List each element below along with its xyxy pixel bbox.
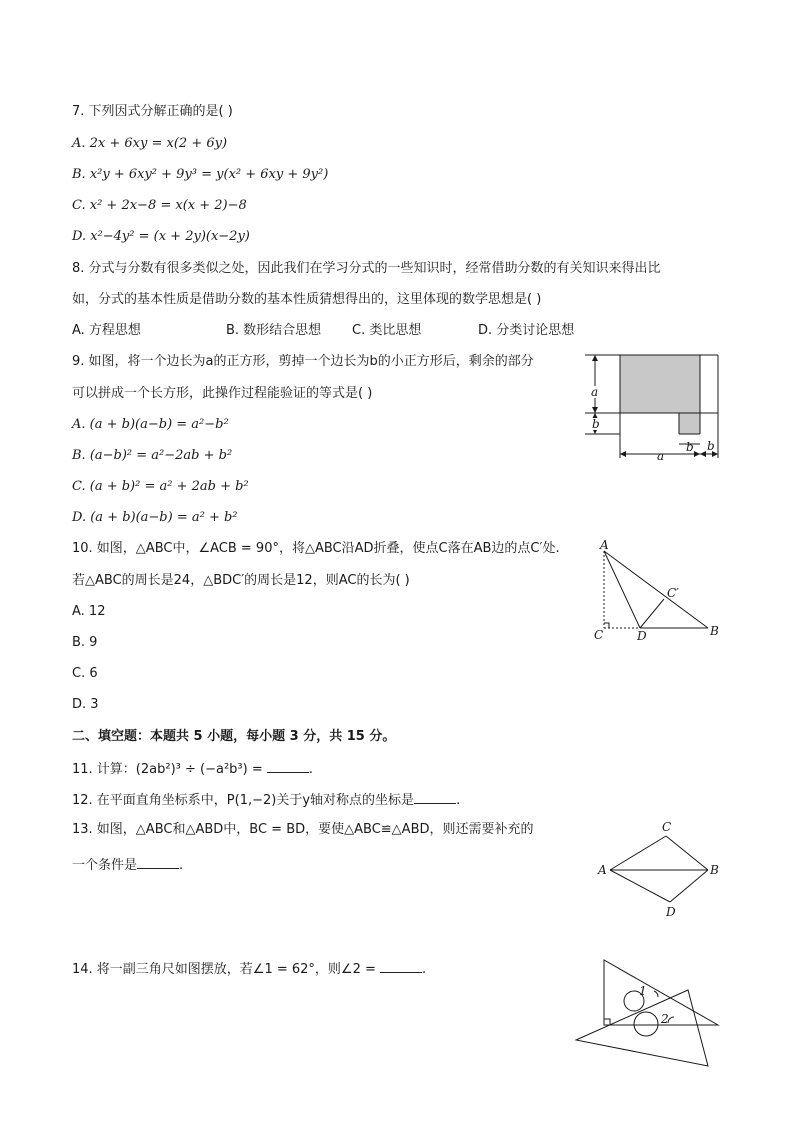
q12-text: 12. 在平面直角坐标系中，P(1,−2)关于y轴对称点的坐标是 (72, 793, 415, 808)
q13-label-a: A (598, 863, 607, 877)
q13-kite-figure (594, 818, 724, 922)
q10-triangle-figure (590, 537, 730, 645)
q13-answer-blank[interactable] (137, 856, 179, 869)
q13-label-b: B (710, 863, 719, 877)
q10-option-d: D. 3 (72, 697, 99, 712)
q13-stem-line2-wrap (72, 856, 183, 874)
q13-label-c: C (662, 820, 672, 834)
q14-label-angle-2: 2 (661, 1012, 669, 1026)
q13-stem-line2: 一个条件是 (72, 858, 138, 873)
q14-set-squares-figure (570, 955, 724, 1070)
q9-option-a: A. (a + b)(a−b) = a²−b² (72, 417, 229, 432)
q11-end: . (308, 762, 314, 777)
q9-option-b: B. (a−b)² = a²−2ab + b² (72, 448, 233, 463)
q10-label-c-prime: C′ (667, 586, 679, 600)
q10-stem-line2: 若△ABC的周长是24，△BDC′的周长是12，则AC的长为( ) (72, 573, 410, 588)
q13-end: . (179, 858, 184, 873)
q11-text: 11. 计算：(2ab²)³ ÷ (−a²b³) = (72, 762, 263, 777)
q10-option-a: A. 12 (72, 604, 106, 619)
q8-stem-line1: 8. 分式与分数有很多类似之处，因此我们在学习分式的一些知识时，经常借助分数的有关知识来得出比 (72, 261, 661, 276)
q12-end: . (456, 793, 461, 808)
q9-label-b-horizontal: b (707, 439, 715, 453)
q8-option-c: C. 类比思想 (352, 323, 422, 338)
q9-label-a-vertical: a (591, 385, 599, 399)
q8-option-a: A. 方程思想 (72, 323, 141, 338)
q10-label-a: A (600, 538, 609, 552)
q10-label-b: B (710, 624, 719, 638)
q9-label-b-inner: b (686, 440, 694, 454)
q13-label-d: D (666, 905, 676, 919)
q12 (72, 791, 460, 809)
q10-option-c: C. 6 (72, 666, 98, 681)
q11-answer-blank[interactable] (267, 760, 309, 773)
q7-option-c: C. x² + 2x−8 = x(x + 2)−8 (72, 198, 247, 213)
q9-square-figure (580, 350, 730, 462)
q11 (72, 760, 313, 778)
q9-stem-line2: 可以拼成一个长方形，此操作过程能验证的等式是( ) (72, 386, 373, 401)
q9-label-b-vertical: b (592, 417, 600, 431)
q8-option-d: D. 分类讨论思想 (478, 323, 575, 338)
q7-option-a: A. 2x + 6xy = x(2 + 6y) (72, 136, 228, 151)
q10-label-c: C (594, 628, 604, 642)
q9-option-d: D. (a + b)(a−b) = a² + b² (72, 510, 238, 525)
q10-label-d: D (637, 629, 647, 643)
q10-option-b: B. 9 (72, 635, 98, 650)
q14-text: 14. 将一副三角尺如图摆放，若∠1 = 62°，则∠2 = (72, 962, 376, 977)
q9-option-c: C. (a + b)² = a² + 2ab + b² (72, 479, 249, 494)
q14 (72, 960, 426, 978)
q9-stem-line1: 9. 如图，将一个边长为a的正方形，剪掉一个边长为b的小正方形后，剩余的部分 (72, 354, 534, 369)
q12-answer-blank[interactable] (414, 791, 456, 804)
section-fill-in-header: 二、填空题：本题共 5 小题，每小题 3 分，共 15 分。 (72, 729, 396, 744)
q14-label-angle-1: 1 (639, 984, 647, 998)
q14-end: . (422, 962, 427, 977)
q8-stem-line2: 如，分式的基本性质是借助分数的基本性质猜想得出的，这里体现的数学思想是( ) (72, 292, 542, 307)
q13-stem-line1: 13. 如图，△ABC和△ABD中，BC = BD，要使△ABC≌△ABD，则还需要补充的 (72, 822, 534, 837)
q7-option-b: B. x²y + 6xy² + 9y³ = y(x² + 6xy + 9y²) (72, 167, 329, 182)
q9-label-a-horizontal: a (657, 449, 665, 463)
q14-answer-blank[interactable] (380, 960, 422, 973)
q10-stem-line1: 10. 如图，△ABC中，∠ACB = 90°，将△ABC沿AD折叠，使点C落在AB边的点C′处. (72, 541, 560, 556)
q7-stem: 7. 下列因式分解正确的是( ) (72, 104, 233, 119)
q8-option-b: B. 数形结合思想 (226, 323, 322, 338)
q7-option-d: D. x²−4y² = (x + 2y)(x−2y) (72, 229, 250, 244)
